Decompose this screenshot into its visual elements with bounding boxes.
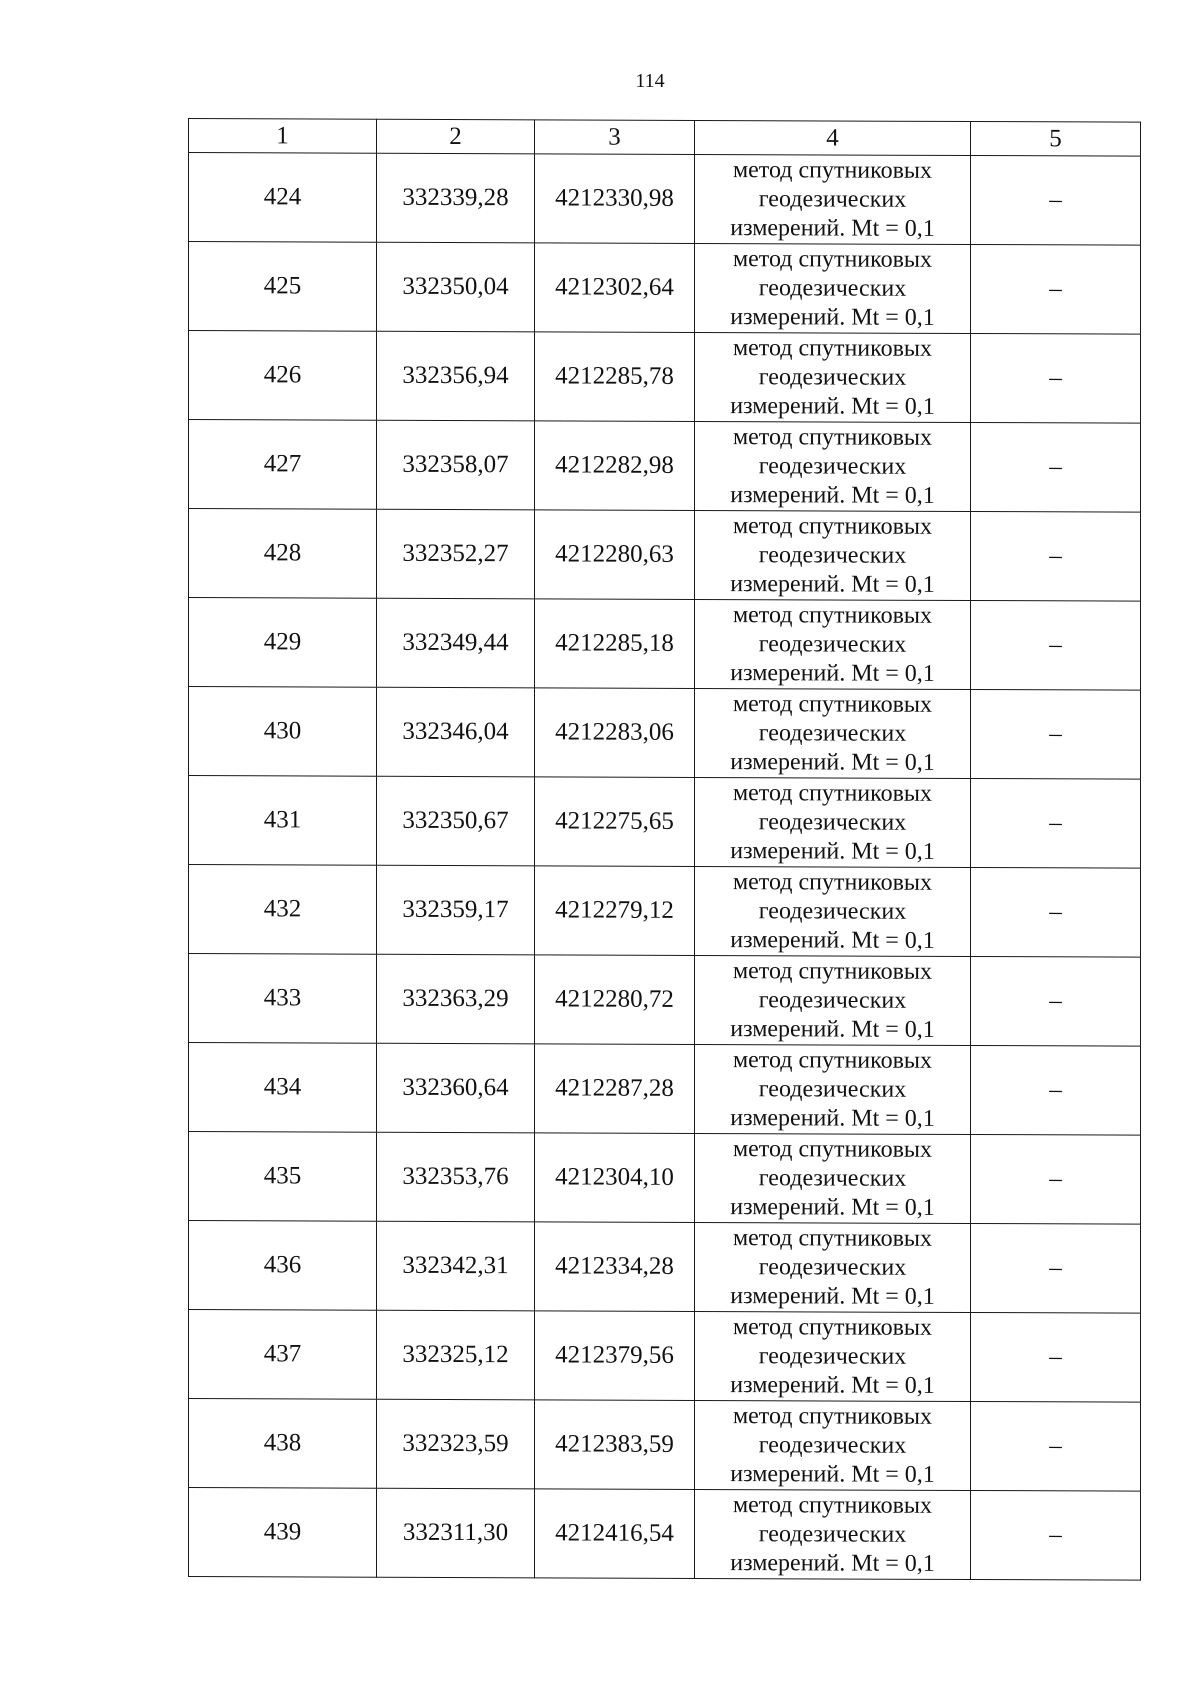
x-coordinate-cell: 332311,30 — [377, 1488, 535, 1578]
method-cell — [695, 866, 971, 956]
table-row — [189, 331, 1141, 424]
method-text-line2: геодезических — [758, 541, 907, 569]
y-coordinate-cell: 4212285,18 — [535, 599, 695, 689]
method-text-line3: измерений. Mt = 0,1 — [730, 1104, 935, 1132]
table-row — [189, 865, 1141, 958]
method-text-line3: измерений. Mt = 0,1 — [730, 837, 935, 865]
column-5-cell: – — [971, 690, 1141, 780]
coordinates-table — [188, 118, 1141, 1581]
method-text-line2: геодезических — [758, 452, 907, 480]
method-text-line3: измерений. Mt = 0,1 — [730, 481, 935, 509]
method-text-line2: геодезических — [758, 719, 907, 747]
y-coordinate-cell: 4212283,06 — [535, 688, 695, 778]
method-text-line2: геодезических — [758, 897, 907, 925]
x-coordinate-cell: 332353,76 — [377, 1132, 535, 1222]
table-row — [189, 242, 1141, 335]
y-coordinate-cell: 4212330,98 — [535, 154, 695, 244]
column-5-cell: – — [971, 601, 1141, 691]
x-coordinate-cell: 332350,04 — [377, 242, 535, 332]
method-text-line1: метод спутниковых — [732, 1313, 933, 1341]
method-text-line2: геодезических — [758, 1342, 907, 1370]
x-coordinate-cell: 332350,67 — [377, 776, 535, 866]
y-coordinate-cell: 4212334,28 — [535, 1222, 695, 1312]
y-coordinate-cell: 4212280,63 — [535, 510, 695, 600]
x-coordinate-cell: 332349,44 — [377, 598, 535, 688]
method-text-line1: метод спутниковых — [732, 690, 933, 718]
column-5-cell: – — [971, 1402, 1141, 1492]
x-coordinate-cell: 332342,31 — [377, 1221, 535, 1311]
y-coordinate-cell: 4212304,10 — [535, 1133, 695, 1223]
method-text-line2: геодезических — [758, 274, 907, 302]
method-text-line2: геодезических — [758, 1431, 907, 1459]
column-header-3: 3 — [535, 120, 695, 155]
y-coordinate-cell: 4212383,59 — [535, 1400, 695, 1490]
y-coordinate-cell: 4212302,64 — [535, 243, 695, 333]
method-text-line3: измерений. Mt = 0,1 — [730, 1015, 935, 1043]
point-number-cell: 431 — [189, 776, 377, 866]
point-number-cell: 439 — [189, 1488, 377, 1578]
x-coordinate-cell: 332325,12 — [377, 1310, 535, 1400]
method-text-line2: геодезических — [758, 808, 907, 836]
table-row — [189, 776, 1141, 869]
method-cell — [695, 955, 971, 1045]
column-header-2: 2 — [377, 119, 535, 154]
x-coordinate-cell: 332339,28 — [377, 153, 535, 243]
column-5-cell: – — [971, 957, 1141, 1047]
method-text-line3: измерений. Mt = 0,1 — [730, 926, 935, 954]
method-text-line2: геодезических — [758, 1253, 907, 1281]
method-text-line2: геодезических — [758, 1164, 907, 1192]
method-cell — [695, 1489, 971, 1579]
method-text-line2: геодезических — [758, 185, 907, 213]
method-cell — [695, 1044, 971, 1134]
x-coordinate-cell: 332352,27 — [377, 509, 535, 599]
column-5-cell: – — [971, 245, 1141, 335]
point-number-cell: 429 — [189, 598, 377, 688]
table-row — [189, 509, 1141, 602]
method-text-line1: метод спутниковых — [732, 512, 933, 540]
method-cell — [695, 510, 971, 600]
point-number-cell: 436 — [189, 1221, 377, 1311]
x-coordinate-cell: 332359,17 — [377, 865, 535, 955]
method-text-line1: метод спутниковых — [732, 779, 933, 807]
method-text-line3: измерений. Mt = 0,1 — [730, 1193, 935, 1221]
method-text-line1: метод спутниковых — [732, 423, 933, 451]
column-5-cell: – — [971, 1491, 1141, 1581]
point-number-cell: 434 — [189, 1043, 377, 1133]
y-coordinate-cell: 4212285,78 — [535, 332, 695, 422]
method-cell — [695, 1222, 971, 1312]
x-coordinate-cell: 332358,07 — [377, 420, 535, 510]
column-5-cell: – — [971, 512, 1141, 602]
method-cell — [695, 777, 971, 867]
point-number-cell: 424 — [189, 153, 377, 243]
column-5-cell: – — [971, 423, 1141, 513]
column-header-4: 4 — [695, 120, 971, 155]
y-coordinate-cell: 4212275,65 — [535, 777, 695, 867]
x-coordinate-cell: 332363,29 — [377, 954, 535, 1044]
column-5-cell: – — [971, 334, 1141, 424]
table-row — [189, 1488, 1141, 1581]
method-text-line1: метод спутниковых — [732, 1402, 933, 1430]
method-text-line3: измерений. Mt = 0,1 — [730, 303, 935, 331]
table-header-row — [189, 119, 1141, 157]
table-row — [189, 1221, 1141, 1314]
point-number-cell: 425 — [189, 242, 377, 332]
method-cell — [695, 688, 971, 778]
point-number-cell: 428 — [189, 509, 377, 599]
method-cell — [695, 599, 971, 689]
method-text-line1: метод спутниковых — [732, 334, 933, 362]
method-text-line1: метод спутниковых — [732, 1135, 933, 1163]
point-number-cell: 426 — [189, 331, 377, 421]
y-coordinate-cell: 4212379,56 — [535, 1311, 695, 1401]
point-number-cell: 427 — [189, 420, 377, 510]
point-number-cell: 430 — [189, 687, 377, 777]
method-text-line2: геодезических — [758, 363, 907, 391]
point-number-cell: 438 — [189, 1399, 377, 1489]
table-body — [189, 153, 1141, 1581]
y-coordinate-cell: 4212280,72 — [535, 955, 695, 1045]
point-number-cell: 432 — [189, 865, 377, 955]
method-cell — [695, 1400, 971, 1490]
point-number-cell: 433 — [189, 954, 377, 1044]
column-5-cell: – — [971, 1135, 1141, 1225]
method-text-line3: измерений. Mt = 0,1 — [730, 659, 935, 687]
column-header-5: 5 — [971, 122, 1141, 157]
y-coordinate-cell: 4212287,28 — [535, 1044, 695, 1134]
method-cell — [695, 1311, 971, 1401]
x-coordinate-cell: 332323,59 — [377, 1399, 535, 1489]
column-5-cell: – — [971, 868, 1141, 958]
point-number-cell: 437 — [189, 1310, 377, 1400]
table-row — [189, 420, 1141, 513]
method-text-line1: метод спутниковых — [732, 1224, 933, 1252]
method-cell — [695, 1133, 971, 1223]
column-header-1: 1 — [189, 119, 377, 154]
method-text-line2: геодезических — [758, 630, 907, 658]
method-text-line1: метод спутниковых — [732, 1046, 933, 1074]
x-coordinate-cell: 332346,04 — [377, 687, 535, 777]
column-5-cell: – — [971, 779, 1141, 869]
method-cell — [695, 243, 971, 333]
method-text-line1: метод спутниковых — [732, 245, 933, 273]
column-5-cell: – — [971, 156, 1141, 246]
method-text-line1: метод спутниковых — [732, 868, 933, 896]
page-number: 114 — [635, 70, 665, 92]
x-coordinate-cell: 332360,64 — [377, 1043, 535, 1133]
method-text-line3: измерений. Mt = 0,1 — [730, 214, 935, 242]
column-5-cell: – — [971, 1224, 1141, 1314]
method-cell — [695, 332, 971, 422]
table-row — [189, 153, 1141, 246]
table-row — [189, 598, 1141, 691]
column-5-cell: – — [971, 1046, 1141, 1136]
table-row — [189, 1132, 1141, 1225]
method-text-line3: измерений. Mt = 0,1 — [730, 1371, 935, 1399]
method-text-line2: геодезических — [758, 1520, 907, 1548]
y-coordinate-cell: 4212416,54 — [535, 1489, 695, 1579]
table-row — [189, 1043, 1141, 1136]
method-text-line3: измерений. Mt = 0,1 — [730, 748, 935, 776]
y-coordinate-cell: 4212282,98 — [535, 421, 695, 511]
method-text-line3: измерений. Mt = 0,1 — [730, 1549, 935, 1577]
method-text-line3: измерений. Mt = 0,1 — [730, 392, 935, 420]
method-text-line3: измерений. Mt = 0,1 — [730, 1460, 935, 1488]
column-5-cell: – — [971, 1313, 1141, 1403]
point-number-cell: 435 — [189, 1132, 377, 1222]
method-text-line3: измерений. Mt = 0,1 — [730, 570, 935, 598]
method-text-line1: метод спутниковых — [732, 601, 933, 629]
x-coordinate-cell: 332356,94 — [377, 331, 535, 421]
y-coordinate-cell: 4212279,12 — [535, 866, 695, 956]
method-text-line2: геодезических — [758, 1075, 907, 1103]
table-row — [189, 1310, 1141, 1403]
table-row — [189, 1399, 1141, 1492]
method-cell — [695, 154, 971, 244]
method-cell — [695, 421, 971, 511]
table-row — [189, 954, 1141, 1047]
table-row — [189, 687, 1141, 780]
method-text-line1: метод спутниковых — [732, 1491, 933, 1519]
method-text-line2: геодезических — [758, 986, 907, 1014]
method-text-line3: измерений. Mt = 0,1 — [730, 1282, 935, 1310]
method-text-line1: метод спутниковых — [732, 957, 933, 985]
method-text-line1: метод спутниковых — [732, 156, 933, 184]
